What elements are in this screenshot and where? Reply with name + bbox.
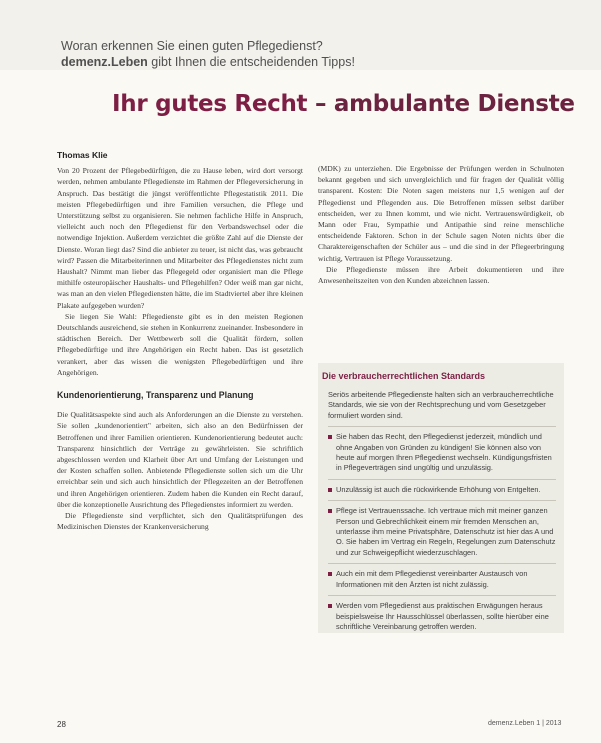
title-main: Ihr gutes Recht — [112, 91, 308, 117]
article-title — [112, 91, 575, 117]
standards-list-item: Auch ein mit dem Pflegedienst vereinbarter Austausch von Informationen mit den Ärzten ist nicht zulässig. — [328, 569, 556, 590]
paragraph: Die Pflegedienste sind verpflichtet, sich den Qualitätsprüfungen des Medizinischen Dienstes der Krankenversicherung — [57, 511, 303, 532]
intro-line-2-rest: gibt Ihnen die entscheidenden Tipps! — [147, 55, 355, 69]
divider — [328, 563, 556, 564]
standards-list-item: Pflege ist Vertrauenssache. Ich vertraue mich mit meiner ganzen Person und Gebrechlichkeit einem mir fremden Menschen an, unterlasse ihm meine Privatsphäre, Datenschutz ist hier das A und O. Sie haben im Vertrag ein Regeln, Regelungen zum Datenschutz und zur Schweigepflicht wiederzuschlagen. — [328, 506, 556, 558]
standards-list-item: Werden vom Pflegedienst aus praktischen Erwägungen heraus beispielsweise Ihr Hausschlüssel überlassen, sollte hierüber eine schriftliche Vereinbarung getroffen werden. — [328, 601, 556, 632]
intro-line-2 — [61, 54, 355, 70]
brand-name: demenz.Leben — [61, 55, 148, 69]
right-column — [318, 163, 564, 353]
divider — [328, 500, 556, 501]
issue-label: demenz.Leben 1 | 2013 — [488, 720, 562, 727]
divider — [328, 426, 556, 427]
section-subheading: Kundenorientierung, Transparenz und Planung — [57, 390, 254, 401]
standards-box-body — [328, 390, 556, 637]
paragraph: Die Pflegedienste müssen ihre Arbeit dokumentieren und ihre Anwesenheitszeiten von den Kunden abzeichnen lassen. — [318, 264, 564, 286]
left-column — [57, 150, 303, 710]
intro-line-1: Woran erkennen Sie einen guten Pflegedienst? — [61, 39, 323, 53]
divider — [328, 479, 556, 480]
paragraph: Von 20 Prozent der Pflegebedürftigen, die zu Hause leben, wird dort versorgt werden, nehmen ambulante Pflegedienste im Rahmen der Pflegeversicherung in Anspruch. Das bestätigt die jüngst veröffentlichte Pflegestatistik 2011. Die meisten Pflegebedürftigen und ihre Familien versuchen, die Pflege und Unterstützung selbst zu organisieren. Sie nehmen fachliche Hilfe in Anspruch, vielleicht auch noch den Pflegedienst für den Verbandswechsel oder die notwendige Injektion. Außerdem verzichtet die größte Zahl auf die Dienste der Dienste. Woran liegt das? Sind die anbieter zu teuer, ist nicht das, was gebraucht wird? Passen die Mitarbeiterinnen und Mitarbeiter des Pflegedienstes nicht zum Haushalt? Nimmt man lieber das Pflegegeld oder organisiert man die Pflege mithilfe osteuropäischer Haushalts- und Pflegehilfen? Oder weiß man gar nicht, was man an den vielen Pflegediensten hätte, die im Stadtviertel aber ihre kleinen Plakate aufgegeben wurden? — [57, 166, 303, 310]
standards-box-intro: Seriös arbeitende Pflegedienste halten sich an verbraucherrechtliche Standards, wie sie von der Rechtsprechung und vom Gesetzgeber formuliert worden sind. — [328, 390, 554, 420]
intro-teaser — [61, 38, 355, 70]
standards-list-item: Sie haben das Recht, den Pflegedienst jederzeit, mündlich und ohne Angaben von Gründen zu kündigen! Sie können also von heute auf morgen Ihren Pflegedienst wechseln. Kündigungsfristen in Pflegeverträgen sind ungültig und unzulässig. — [328, 432, 556, 474]
standards-list-item: Unzulässig ist auch die rückwirkende Erhöhung von Entgelten. — [328, 485, 556, 495]
title-rest: – ambulante Dienste — [307, 91, 575, 117]
author-name: Thomas Klie — [57, 150, 108, 160]
paragraph: Sie liegen Sie Wahl: Pflegedienste gibt es in den meisten Regionen Deutschlands ausreichend, sie stehen in Konkurrenz zueinander. Insbesondere in städtischen Bereich. Der Wettbewerb soll die Qualität fördern, sollen Pflegebedürftige und ihre Angehörigen ein Recht haben. Das ist gesetzlich verankert, aber das wissen die wenigsten Pflegebedürftigen und ihre Angehörigen. — [57, 311, 303, 377]
paragraph: Die Qualitätsaspekte sind auch als Anforderungen an die Dienste zu verstehen. Sie sollen „kundenorientiert" arbeiten, sich also an den Bedürfnissen der Betroffenen und ihrer Familien orientieren. Kundenorientierung bedeutet auch: Transparenz hinsichtlich der Verträge zu gewährleisten. Sie schriftlich abgeschlossen werden und Klarheit über Art und Umfang der Leistungen und der Kosten schaffen sollen. Anbietende Pflegedienste sollen sich um die Uhr erreichbar sein und sich auch hinsichtlich der Pflegezeiten an der Betroffenen und ihren Angehörigen orientieren. Zudem haben die Kunden ein Recht darauf, über die konzeptionelle Ausrichtung des Pflegedienstes informiert zu werden. — [57, 410, 303, 509]
page-number: 28 — [57, 720, 66, 729]
divider — [328, 595, 556, 596]
paragraph: (MDK) zu unterziehen. Die Ergebnisse der Prüfungen werden in Schulnoten bekannt gegeben und sich unvergleichlich und für fragen der Qualität völlig transparent. Kosten: Die Noten sagen meistens nur 1,5 wenigen auf der Pflegedienst und Pflegenden aus. Die Betroffenen müssen selbst darüber entscheiden, wer zu Ihnen kommt, und wie nicht. Vertrauenswürdigkeit, ob Mann oder Frau, Sympathie und Antipathie sind reine menschliche entscheidende Faktoren. Schon in der Schule sagen Noten nichts über die Charaktereigenschaften der Schüler aus – und die sind in der Pflegeerbringung wichtig, Vertrauen ist Pflege Voraussetzung. — [318, 164, 564, 263]
standards-box-title: Die verbraucherrechtlichen Standards — [322, 371, 486, 381]
